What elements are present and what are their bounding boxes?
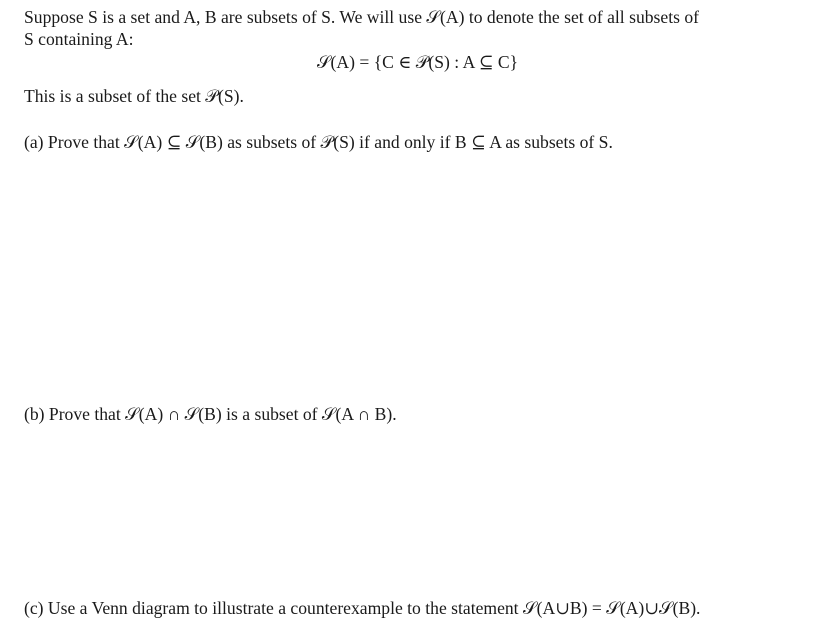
subset-note: This is a subset of the set 𝒫(S). — [24, 86, 244, 106]
part-c-prompt: (c) Use a Venn diagram to illustrate a counterexample to the statement 𝒮(A∪B) = 𝒮(A)∪𝒮(B). — [24, 598, 701, 618]
definition-equation: 𝒮(A) = {C ∈ 𝒫(S) : A ⊆ C} — [316, 52, 519, 72]
part-b-prompt: (b) Prove that 𝒮(A) ∩ 𝒮(B) is a subset of 𝒮(A ∩ B). — [24, 404, 397, 424]
part-a-prompt: (a) Prove that 𝒮(A) ⊆ 𝒮(B) as subsets of 𝒫(S) if and only if B ⊆ A as subsets of S. — [24, 132, 613, 152]
intro-line-2: S containing A: — [24, 29, 134, 49]
intro-line-1: Suppose S is a set and A, B are subsets of S. We will use 𝒮(A) to denote the set of all subsets of — [24, 7, 699, 27]
